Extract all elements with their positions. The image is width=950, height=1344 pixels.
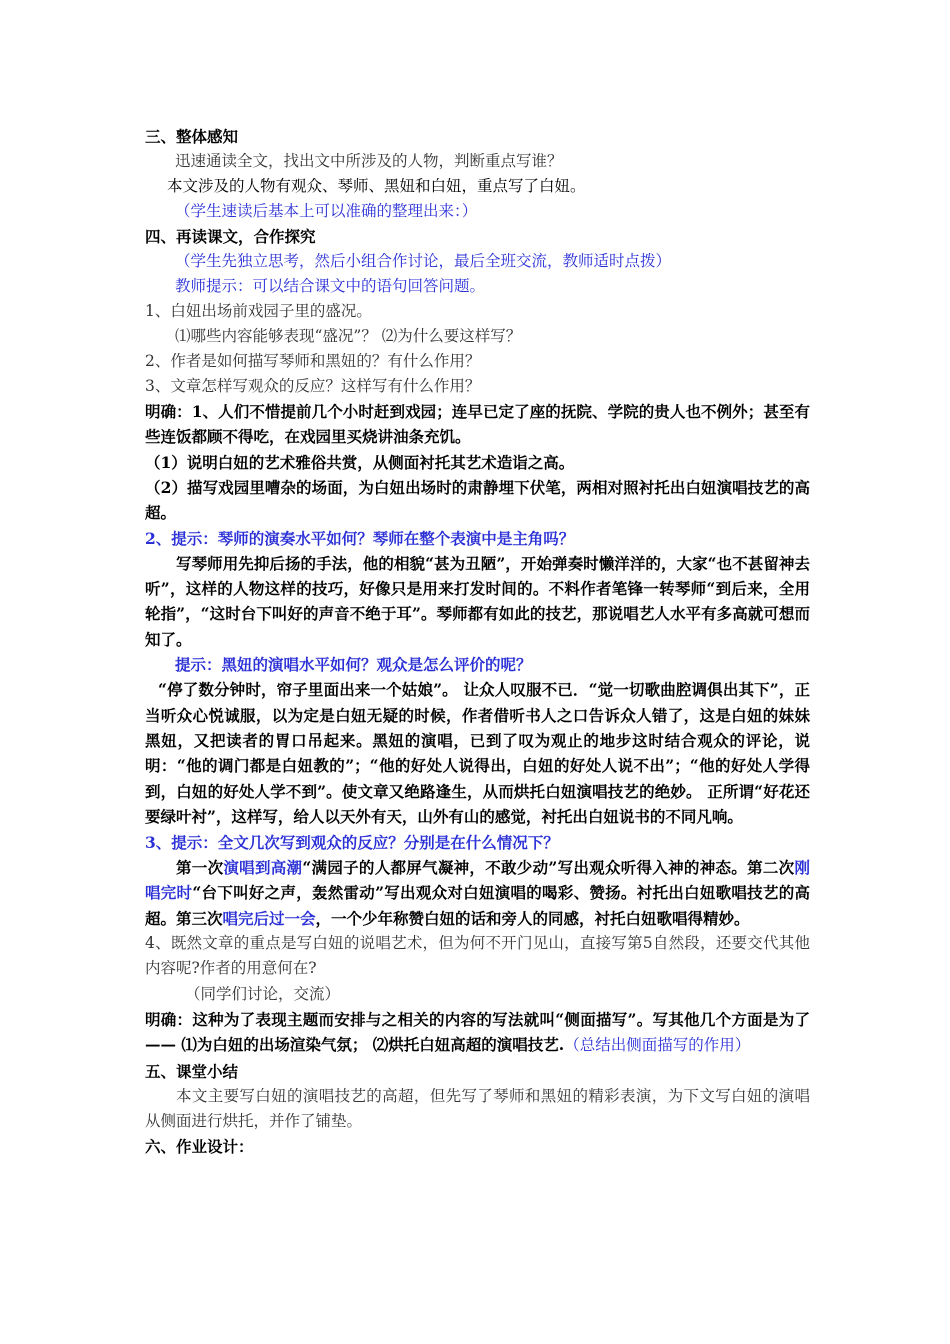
hint-2b: 提示：黑妞的演唱水平如何？观众是怎么评价的呢？	[175, 655, 532, 675]
answer-1-b: （2）描写戏园里嘈杂的场面，为白妞出场时的肃静埋下伏笔，两相对照衬托出白妞演唱技艺的高超。	[145, 477, 810, 523]
answer-4-text: 明确：这种为了表现主题而安排与之相关的内容的写法就叫“侧面描写”。写其他几个方面是为了—— ⑴为白妞的出场渲染气氛； ⑵烘托白妞高超的演唱技艺.	[145, 1009, 810, 1055]
answer-4	[145, 1007, 810, 1059]
third-highlight: 唱完后过一会	[222, 908, 316, 928]
question-3: 3、文章怎样写观众的反应？这样写有什么作用？	[145, 377, 481, 395]
section-3-note: （学生速读后基本上可以准确的整理出来：）	[175, 202, 478, 220]
second-rest: “台下叫好之声，轰然雷动”写出观众对白妞演唱的喝彩、赞扬。衬托出白妞歌唱技艺的高超。第三次	[145, 883, 810, 928]
question-1: 1、白妞出场前戏园子里的盛况。	[145, 302, 372, 320]
question-4-note: （同学们讨论，交流）	[185, 984, 341, 1003]
paragraph-audience	[145, 855, 810, 931]
section-4-note-2: 教师提示：可以结合课文中的语句回答问题。	[175, 277, 486, 295]
section-6-title: 六、作业设计：	[145, 1137, 254, 1157]
hint-2: 2、提示：琴师的演奏水平如何？琴师在整个表演中是主角吗？	[145, 528, 575, 548]
question-2: 2、作者是如何描写琴师和黑妞的？有什么作用？	[145, 352, 481, 370]
answer-1-a: （1）说明白妞的艺术雅俗共赏，从侧面衬托其艺术造诣之高。	[145, 452, 575, 472]
second-label: 第二次	[747, 857, 795, 877]
hint-3: 3、提示：全文几次写到观众的反应？分别是在什么情况下？	[145, 832, 559, 852]
paragraph-qinshi: 写琴师用先抑后扬的手法，他的相貌“甚为丑陋”，开始弹奏时懒洋洋的，大家“也不甚留神去听”，这样的人物这样的技巧，好像只是用来打发时间的。不料作者笔锋一转琴师“到后来，全用轮指”，“这时台下叫好的声音不绝于耳”。琴师都有如此的技艺，那说唱艺人水平有多高就可想而知了。	[145, 553, 810, 649]
question-4: 4、既然文章的重点是写白妞的说唱艺术，但为何不开门见山，直接写第5自然段，还要交代其他内容呢?作者的用意何在?	[145, 933, 810, 978]
first-highlight: 演唱到高潮	[223, 857, 303, 877]
second-highlight: 刚唱完时	[145, 857, 810, 903]
first-rest: “满园子的人都屏气凝神，不敢少动”写出观众听得入神的神态。	[302, 857, 748, 877]
third-rest: ，一个少年称赞白妞的话和旁人的同感，衬托白妞歌唱得精妙。	[315, 908, 750, 928]
section-5-text: 本文主要写白妞的演唱技艺的高超，但先写了琴师和黑妞的精彩表演，为下文写白妞的演唱从侧面进行烘托，并作了铺垫。	[145, 1086, 810, 1130]
section-3-title: 三、整体感知	[145, 127, 239, 146]
paragraph-heiniu: “停了数分钟时，帘子里面出来一个姑娘”。 让众人叹服不已．“觉一切歌曲腔调俱出其下”，正当听众心悦诚服，以为定是白妞无疑的时候，作者借听书人之口告诉众人错了，这是白妞的妹妹黑妞，又把读者的胃口吊起来。黑妞的演唱，已到了叹为观止的地步这时结合观众的评论，说明：“他的调门都是白妞教的”；“他的好处人说得出，白妞的好处人说不出”；“他的好处人学得到，白妞的好处人学不到”。使文章又绝路逢生，从而烘托白妞演唱技艺的绝妙。 正所谓“好花还要绿叶衬”，这样写，给人以天外有天，山外有山的感觉，衬托出白妞说书的不同凡响。	[145, 680, 810, 827]
section-4-note-1: （学生先独立思考，然后小组合作讨论，最后全班交流，教师适时点拨）	[175, 252, 672, 270]
first-label: 第一次	[176, 857, 224, 877]
answer-1: 明确：1、人们不惜提前几个小时赶到戏园；连早已定了座的抚院、学院的贵人也不例外；甚至有些连饭都顾不得吃，在戏园里买烧讲油条充饥。	[145, 402, 810, 447]
section-5-title: 五、课堂小结	[145, 1061, 239, 1081]
answer-4-note: （总结出侧面描写的作用）	[564, 1036, 751, 1055]
section-4-title: 四、再读课文，合作探究	[145, 227, 316, 246]
section-3-question: 迅速通读全文，找出文中所涉及的人物，判断重点写谁？	[175, 152, 563, 170]
section-3-answer: 本文涉及的人物有观众、琴师、黑妞和白妞，重点写了白妞。	[167, 177, 586, 195]
lesson-plan-body	[145, 124, 810, 1159]
question-1-sub: ⑴哪些内容能够表现“盛况”？ ⑵为什么要这样写？	[175, 327, 522, 345]
